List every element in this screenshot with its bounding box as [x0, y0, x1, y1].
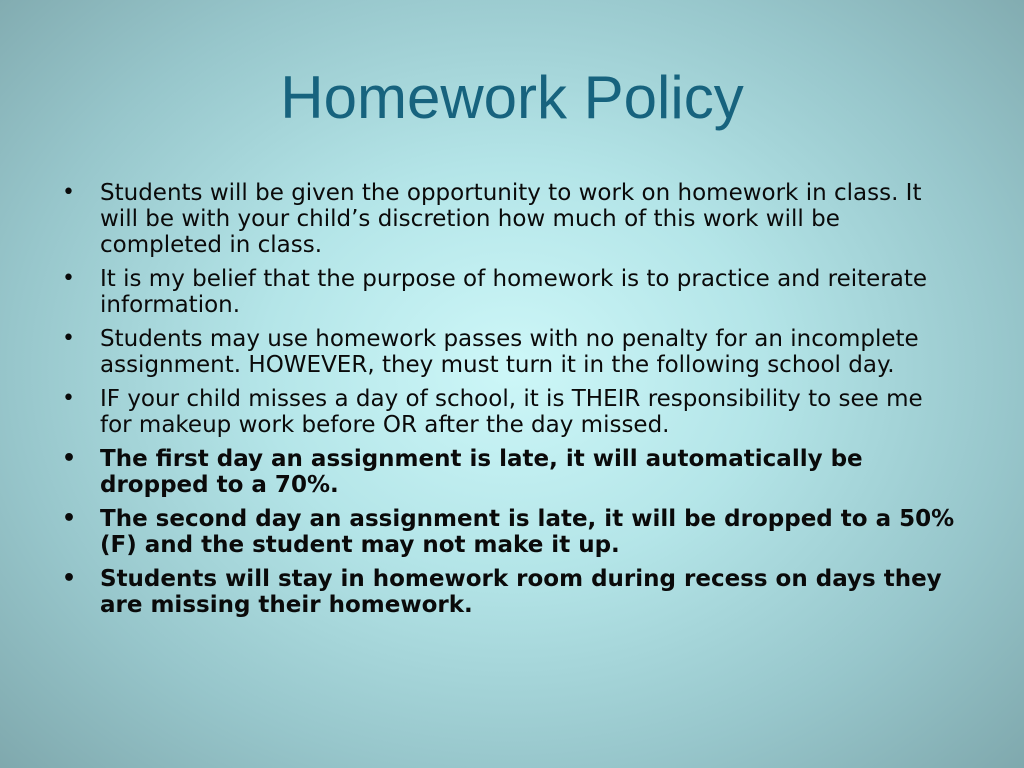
bullet-text: IF your child misses a day of school, it is THEIR responsibility to see me for makeup work before OR after the day missed. [100, 386, 923, 438]
bullet-icon: • [62, 506, 77, 531]
bullet-item [60, 180, 960, 258]
bullet-text: Students may use homework passes with no penalty for an incomplete assignment. HOWEVER, they must turn it in the following school day. [100, 326, 919, 378]
bullet-item [60, 386, 960, 438]
bullet-icon: • [62, 566, 77, 591]
bullet-text: The second day an assignment is late, it will be dropped to a 50% (F) and the student may not make it up. [100, 506, 955, 558]
bullet-icon: • [62, 266, 75, 291]
bullet-icon: • [62, 180, 75, 205]
bullet-icon: • [62, 386, 75, 411]
bullet-text: The first day an assignment is late, it will automatically be dropped to a 70%. [100, 446, 863, 498]
bullet-list [60, 180, 960, 626]
bullet-item [60, 326, 960, 378]
bullet-icon: • [62, 446, 77, 471]
bullet-text: Students will stay in homework room during recess on days they are missing their homework. [100, 566, 942, 618]
bullet-text: It is my belief that the purpose of homework is to practice and reiterate information. [100, 266, 928, 318]
bullet-text: Students will be given the opportunity to work on homework in class. It will be with your child’s discretion how much of this work will be completed in class. [100, 180, 922, 258]
bullet-item [60, 266, 960, 318]
bullet-item [60, 446, 960, 498]
bullet-icon: • [62, 326, 75, 351]
bullet-item [60, 506, 960, 558]
slide-title: Homework Policy [280, 64, 744, 131]
bullet-item [60, 566, 960, 618]
